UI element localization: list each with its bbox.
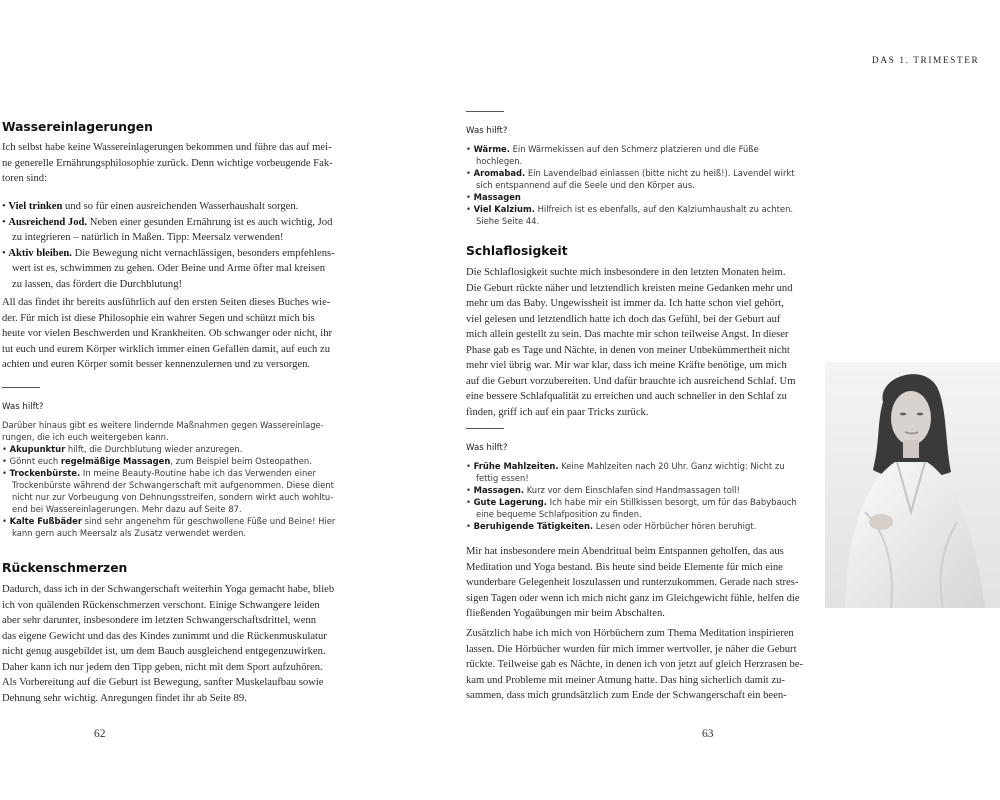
bullet-prefix: • xyxy=(466,461,474,471)
list-item xyxy=(2,443,362,455)
list-item: • Ausreichend Jod. Neben einer gesunden Ernährung ist es auch wichtig, Jod xyxy=(2,216,333,228)
page-number-right: 63 xyxy=(702,728,714,740)
bullet-continuation: Trockenbürste während der Schwangerschaft mit aufgenommen. Diese dient xyxy=(12,480,334,490)
bullet-text: Lesen oder Hörbücher hören beruhigt. xyxy=(593,521,757,531)
bullet-text: Keine Mahlzeiten nach 20 Uhr. Ganz wichtig: Nicht zu xyxy=(558,461,785,471)
bullet-bold: Massagen xyxy=(473,192,521,202)
text-line: Darüber hinaus gibt es weitere lindernde Maßnahmen gegen Wassereinlage- xyxy=(2,420,324,430)
divider-rule xyxy=(2,387,40,388)
bullet-prefix: • xyxy=(466,497,474,507)
bullet-text: und so für einen ausreichenden Wasserhaushalt sorgen. xyxy=(62,201,299,212)
bullet-text: Ein Wärmekissen auf den Schmerz platzieren und die Füße xyxy=(509,144,759,154)
list-item xyxy=(2,467,362,479)
bullet-bold: Viel trinken xyxy=(8,201,63,212)
page-number-left: 62 xyxy=(94,728,106,740)
heading-schlaflosigkeit: Schlaflosigkeit xyxy=(466,244,568,258)
text-line: mehr um das Baby. Ungewissheit ist immer da. Ich hatte schon viel gehört, xyxy=(466,298,784,309)
heading-wassereinlagerungen: Wassereinlagerungen xyxy=(2,120,153,134)
right-paragraph-ritual xyxy=(466,544,816,622)
heading-rueckenschmerzen: Rückenschmerzen xyxy=(2,561,128,575)
list-item: • Viel trinken und so für einen ausreichenden Wasserhaushalt sorgen. xyxy=(2,201,299,212)
text-line: achten und euren Körper somit besser kennenzulernen und zu versorgen. xyxy=(2,359,311,370)
bullet-prefix: • xyxy=(466,204,474,214)
bullet-prefix: • xyxy=(466,144,474,154)
bullet-bold: Beruhigende Tätigkeiten. xyxy=(473,521,594,531)
text-line: Mir hat insbesondere mein Abendritual beim Entspannen geholfen, das aus xyxy=(466,546,784,557)
list-item: • Aktiv bleiben. Die Bewegung nicht vernachlässigen, besonders empfehlens- xyxy=(2,247,335,259)
bullet-continuation: zu lassen, das fördert die Durchblutung! xyxy=(12,278,183,290)
left-paragraph-back xyxy=(2,582,362,706)
text-line: ne generelle Ernährungsphilosophie zurück. Denn wichtige vorbeugende Fak- xyxy=(2,157,333,169)
bullet-bold: Aktiv bleiben. xyxy=(8,247,72,259)
list-item xyxy=(2,515,362,527)
bullet-text: , zum Beispiel beim Osteopathen. xyxy=(170,456,312,466)
text-line: finden, griff ich auf ein paar Tricks zurück. xyxy=(466,406,649,418)
left-paragraph-philosophy xyxy=(2,295,362,373)
bullet-text: sind sehr angenehm für geschwollene Füße und Beine! Hier xyxy=(81,516,336,526)
text-line: heute vor vielen Beschwerden und Krankheiten. Ob schwanger oder nicht, ihr xyxy=(2,328,333,339)
bullet-bold: Aromabad. xyxy=(473,168,526,178)
list-item xyxy=(466,143,816,155)
text-line: das eigene Gewicht und das des Kindes zunimmt und die Rückenmuskulatur xyxy=(2,630,327,642)
left-tips-box xyxy=(2,419,362,539)
text-line: Phase gab es Tage und Nächte, in denen von meiner Unbekümmertheit nicht xyxy=(466,344,790,356)
bullet-text: In meine Beauty-Routine habe ich das Verwenden einer xyxy=(80,468,316,478)
bullet-continuation: eine bequeme Schlafposition zu finden. xyxy=(476,509,642,519)
text-line: nicht genug ausgebildet ist, um dem Bauch ausgleichend entgegenzuwirken. xyxy=(2,646,326,657)
bullet-prefix: • xyxy=(466,485,474,495)
bullet-prefix: • xyxy=(466,168,474,178)
text-line: viel gelesen und letztendlich hatte ich doch das Gefühl, bei der Geburt auf xyxy=(466,313,781,325)
text-line: ich von quälenden Rückenschmerzen verschont. Einige Schwangere leiden xyxy=(2,599,320,611)
running-header: DAS 1. TRIMESTER xyxy=(872,56,980,66)
right-paragraph-audiobooks xyxy=(466,626,816,704)
bullet-bold: Frühe Mahlzeiten. xyxy=(473,461,559,471)
text-line: rungen, die ich euch weitergeben kann. xyxy=(2,432,169,442)
bullet-bold: Trockenbürste. xyxy=(9,468,81,478)
text-line: mich allein gestellt zu sein. Das machte mir schon teilweise Angst. In dieser xyxy=(466,329,789,340)
text-line: wunderbare Gelegenheit loszulassen und runterzukommen. Gerade nach stres- xyxy=(466,577,799,588)
text-line: sigen Tagen oder wenn ich mich nicht ganz im Gleichgewicht fühle, helfen die xyxy=(466,592,800,604)
bullet-text: Ein Lavendelbad einlassen (bitte nicht zu heiß!). Lavendel wirkt xyxy=(525,168,795,178)
bullet-continuation: kann gern auch Meersalz als Zusatz verwendet werden. xyxy=(12,528,247,538)
right-paragraph-sleep xyxy=(466,265,816,420)
text-line: toren sind: xyxy=(2,173,48,184)
list-item xyxy=(466,191,816,203)
left-bullet-list xyxy=(2,199,362,292)
right-tips-box-2 xyxy=(466,460,816,532)
text-line: Daher kann ich nur jedem den Tipp geben, nicht mit dem Sport aufzuhören. xyxy=(2,661,323,673)
text-line: Zusätzlich habe ich mich von Hörbüchern zum Thema Meditation inspirieren xyxy=(466,628,794,639)
bullet-continuation: fettig essen! xyxy=(476,473,529,483)
bullet-text: Neben einer gesunden Ernährung ist es auch wichtig, Jod xyxy=(87,216,333,228)
bullet-continuation: sich entspannend auf die Seele und den Körper aus. xyxy=(476,180,695,190)
bullet-prefix: • xyxy=(466,192,474,202)
text-line: lassen. Die Hörbücher wurden für mich immer wertvoller, je näher die Geburt xyxy=(466,643,797,655)
left-intro-paragraph xyxy=(2,140,362,187)
bullet-continuation: zu integrieren – natürlich in Maßen. Tipp: Meersalz verwenden! xyxy=(12,232,284,243)
box-title-was-hilft: Was hilft? xyxy=(466,443,508,453)
text-line: All das findet ihr bereits ausführlich auf den ersten Seiten dieses Buches wie- xyxy=(2,297,331,308)
text-line: Meditation und Yoga bestand. Bis heute sind beide Elemente für mich eine xyxy=(466,561,783,573)
text-line: Die Geburt rückte näher und letztendlich kreisten meine Gedanken mehr und xyxy=(466,282,793,294)
text-line: Dadurch, dass ich in der Schwangerschaft weiterhin Yoga gemacht habe, blieb xyxy=(2,584,335,595)
portrait-illustration xyxy=(825,362,1000,608)
bullet-bold: Viel Kalzium. xyxy=(473,204,535,214)
bullet-continuation: hochlegen. xyxy=(476,156,523,166)
portrait-photo xyxy=(825,362,1000,608)
bullet-bold: Akupunktur xyxy=(9,444,66,454)
bullet-bold: Massagen. xyxy=(473,485,525,495)
text-line: Als Vorbereitung auf die Geburt ist Bewegung, sanfter Muskelaufbau sowie xyxy=(2,677,324,688)
bullet-text: Kurz vor dem Einschlafen sind Handmassagen toll! xyxy=(524,485,740,495)
bullet-text: Ich habe mir ein Stillkissen besorgt, um für das Babybauch xyxy=(546,497,797,507)
text-line: tut euch und eurem Körper wirklich immer einen Gefallen damit, auf euch zu xyxy=(2,343,330,355)
list-item xyxy=(466,203,816,215)
text-line: kam und Probleme mit meiner Atmung hatte. Das hing sicherlich damit zu- xyxy=(466,674,785,686)
bullet-bold: Wärme. xyxy=(473,144,510,154)
text-line: sammen, dass mich grundsätzlich zum Ende der Schwangerschaft ein been- xyxy=(466,690,787,701)
list-item xyxy=(466,520,816,532)
bullet-bold: Ausreichend Jod. xyxy=(8,216,88,228)
box-title-was-hilft: Was hilft? xyxy=(2,402,44,412)
text-line: auf die Geburt vorzubereiten. Und dafür brauchte ich ausreichend Schlaf. Um xyxy=(466,375,796,387)
text-line: rückte. Teilweise gab es Nächte, in denen ich von jetzt auf gleich Herzrasen be- xyxy=(466,659,804,670)
bullet-text: Hilfreich ist es ebenfalls, auf den Kalziumhaushalt zu achten. xyxy=(534,204,794,214)
text-line: Die Schlaflosigkeit suchte mich insbesondere in den letzten Monaten heim. xyxy=(466,267,786,278)
text-line: Ich selbst habe keine Wassereinlagerungen bekommen und führe das auf mei- xyxy=(2,142,332,153)
bullet-bold: Gute Lagerung. xyxy=(473,497,547,507)
bullet-prefix: • Gönnt euch xyxy=(2,456,61,466)
bullet-prefix: • xyxy=(466,521,474,531)
box-title-was-hilft: Was hilft? xyxy=(466,126,508,136)
bullet-prefix: • xyxy=(2,468,10,478)
right-tips-box-1 xyxy=(466,143,816,227)
bullet-text: Die Bewegung nicht vernachlässigen, besonders empfehlens- xyxy=(71,247,335,259)
bullet-continuation: end bei Wassereinlagerungen. Mehr dazu auf Seite 87. xyxy=(12,504,242,514)
bullet-bold: regelmäßige Massagen xyxy=(60,456,171,466)
list-item xyxy=(466,496,816,508)
divider-rule xyxy=(466,428,504,429)
text-line: fließenden Yogaübungen mir beim Abschalten. xyxy=(466,608,665,619)
bullet-bold: Kalte Fußbäder xyxy=(9,516,82,526)
bullet-prefix: • xyxy=(2,444,10,454)
divider-rule xyxy=(466,111,504,112)
list-item xyxy=(2,455,362,467)
bullet-continuation: Siehe Seite 44. xyxy=(476,216,540,226)
bullet-text: hilft, die Durchblutung wieder anzuregen. xyxy=(65,444,243,454)
text-line: mehr viel übrig war. Mir war klar, dass ich meine Kräfte benötige, um mich xyxy=(466,360,787,371)
list-item xyxy=(466,167,816,179)
list-item xyxy=(466,460,816,472)
list-item xyxy=(466,484,816,496)
bullet-continuation: nicht nur zur Vorbeugung von Dehnungsstreifen, sondern wirkt auch wohltu- xyxy=(12,492,334,502)
bullet-continuation: wert ist es, schwimmen zu gehen. Oder Beine und Arme öfter mal kreisen xyxy=(12,263,326,274)
text-line: Dehnung sehr wichtig. Anregungen findet ihr ab Seite 89. xyxy=(2,692,247,704)
bullet-prefix: • xyxy=(2,516,10,526)
text-line: eine bessere Schlafqualität zu erreichen und auch schneller in den Schlaf zu xyxy=(466,391,787,402)
text-line: aber sehr darunter, insbesondere im letzten Schwangerschaftsdrittel, wenn xyxy=(2,615,317,626)
text-line: der. Für mich ist diese Philosophie ein wahrer Segen und schützt mich bis xyxy=(2,312,315,324)
